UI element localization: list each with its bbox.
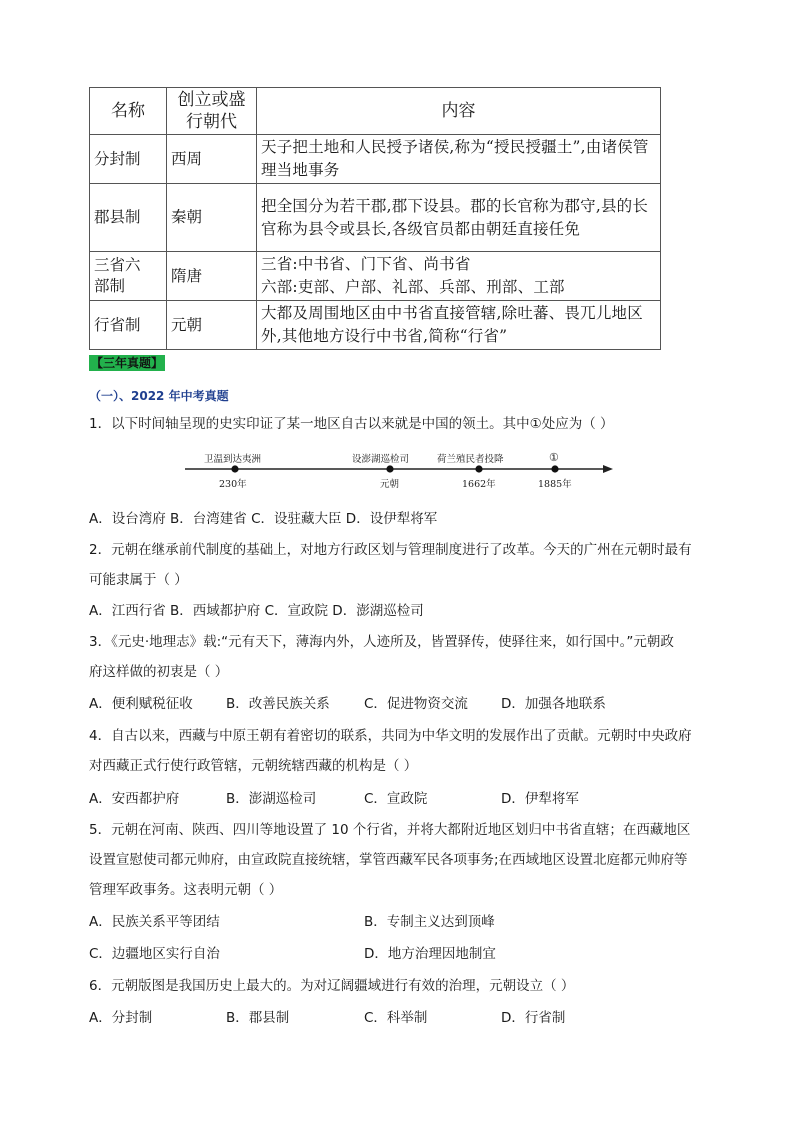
subheading: （一）、2022 年中考真题 bbox=[89, 389, 229, 403]
question-2-text: 2．元朝在继承前代制度的基础上，对地方行政区划与管理制度进行了改革。今天的广州在元朝时最有 bbox=[89, 542, 692, 558]
question-5-text: 5．元朝在河南、陕西、四川等地设置了 10 个行省，并将大都附近地区划归中书省直辖；在西藏地区 bbox=[89, 822, 691, 838]
option-d: D．伊犁将军 bbox=[501, 791, 579, 807]
option-d: D．行省制 bbox=[501, 1010, 566, 1026]
timeline-year-label: 元朝 bbox=[380, 479, 400, 490]
row-name: 行省制 bbox=[90, 301, 167, 350]
timeline-point bbox=[231, 465, 238, 472]
question-1-text: 1．以下时间轴呈现的史实印证了某一地区自古以来就是中国的领土。其中①处应为（ ） bbox=[89, 416, 614, 432]
timeline-point bbox=[551, 465, 558, 472]
timeline-arrow-icon bbox=[603, 465, 613, 473]
row-dynasty: 西周 bbox=[167, 135, 257, 184]
option-c: C．边疆地区实行自治 bbox=[89, 946, 220, 962]
option-a: A．安西都护府 bbox=[89, 791, 180, 807]
row-content: 三省:中书省、门下省、尚书省 六部:吏部、户部、礼部、兵部、刑部、工部 bbox=[257, 252, 661, 301]
option-c: C．宣政院 bbox=[364, 791, 428, 807]
question-4-text: 4．自古以来，西藏与中原王朝有着密切的联系，共同为中华文明的发展作出了贡献。元朝时中央政府 bbox=[89, 728, 692, 744]
table-row bbox=[90, 135, 661, 184]
table-row bbox=[90, 252, 661, 301]
timeline-event-label: 荷兰殖民者投降 bbox=[437, 454, 504, 465]
question-6-text: 6．元朝版图是我国历史上最大的。为对辽阔疆域进行有效的治理，元朝设立（ ） bbox=[89, 978, 575, 994]
row-dynasty: 隋唐 bbox=[167, 252, 257, 301]
row-name: 三省六 部制 bbox=[90, 252, 167, 301]
option-b: B．澎湖巡检司 bbox=[226, 791, 317, 807]
section-tag: 【三年真题】 bbox=[91, 356, 164, 370]
option-b: B．改善民族关系 bbox=[226, 696, 330, 712]
question-5-text: 设置宣慰使司都元帅府，由宣政院直接统辖，掌管西藏军民各项事务;在西域地区设置北庭都元帅府等 bbox=[89, 852, 688, 868]
row-dynasty: 元朝 bbox=[167, 301, 257, 350]
header-dynasty: 创立或盛 行朝代 bbox=[167, 88, 257, 135]
table-row bbox=[90, 301, 661, 350]
question-2-text: 可能隶属于（ ） bbox=[89, 572, 188, 588]
header-content: 内容 bbox=[257, 88, 661, 135]
option-c: C．促进物资交流 bbox=[364, 696, 468, 712]
option-a: A．民族关系平等团结 bbox=[89, 914, 220, 930]
table-header-row bbox=[90, 88, 661, 135]
option-d: D．地方治理因地制宜 bbox=[364, 946, 496, 962]
question-5-text: 管理军政事务。这表明元朝（ ） bbox=[89, 882, 283, 898]
option-c: C．科举制 bbox=[364, 1010, 428, 1026]
row-name: 分封制 bbox=[90, 135, 167, 184]
option-d: D．加强各地联系 bbox=[501, 696, 606, 712]
question-3-text: 府这样做的初衷是（ ） bbox=[89, 664, 229, 680]
header-name: 名称 bbox=[90, 88, 167, 135]
timeline-year-label: 230年 bbox=[219, 479, 247, 490]
option-b: B．郡县制 bbox=[226, 1010, 290, 1026]
option-b: B．专制主义达到顶峰 bbox=[364, 914, 495, 930]
row-content: 天子把土地和人民授予诸侯,称为“授民授疆土”,由诸侯管理当地事务 bbox=[257, 135, 661, 184]
political-systems-table bbox=[89, 87, 661, 350]
row-name: 郡县制 bbox=[90, 184, 167, 252]
timeline-event-label: 卫温到达夷洲 bbox=[204, 454, 262, 465]
timeline-year-label: 1662年 bbox=[462, 479, 496, 490]
table-row bbox=[90, 184, 661, 252]
timeline-year-label: 1885年 bbox=[538, 479, 572, 490]
row-content: 把全国分为若干郡,郡下设县。郡的长官称为郡守,县的长官称为县令或县长,各级官员都由朝廷直接任免 bbox=[257, 184, 661, 252]
question-1-options: A．设台湾府 B．台湾建省 C．设驻藏大臣 D．设伊犁将军 bbox=[89, 511, 438, 527]
timeline-point bbox=[386, 465, 393, 472]
timeline-event-label: 设澎湖巡检司 bbox=[352, 454, 410, 465]
option-a: A．便利赋税征收 bbox=[89, 696, 193, 712]
question-2-options: A．江西行省 B．西域都护府 C．宣政院 D．澎湖巡检司 bbox=[89, 603, 424, 619]
timeline-point bbox=[475, 465, 482, 472]
option-a: A．分封制 bbox=[89, 1010, 153, 1026]
question-4-text: 对西藏正式行使行政管辖，元朝统辖西藏的机构是（ ） bbox=[89, 758, 418, 774]
row-content: 大都及周围地区由中书省直接管辖,除吐蕃、畏兀儿地区外,其他地方设行中书省,简称“行省” bbox=[257, 301, 661, 350]
question-3-text: 3．《元史·地理志》载:“元有天下，薄海内外，人迹所及，皆置驿传，使驿往来，如行国中。”元朝政 bbox=[89, 634, 674, 650]
timeline-event-label: ① bbox=[549, 451, 559, 464]
row-dynasty: 秦朝 bbox=[167, 184, 257, 252]
